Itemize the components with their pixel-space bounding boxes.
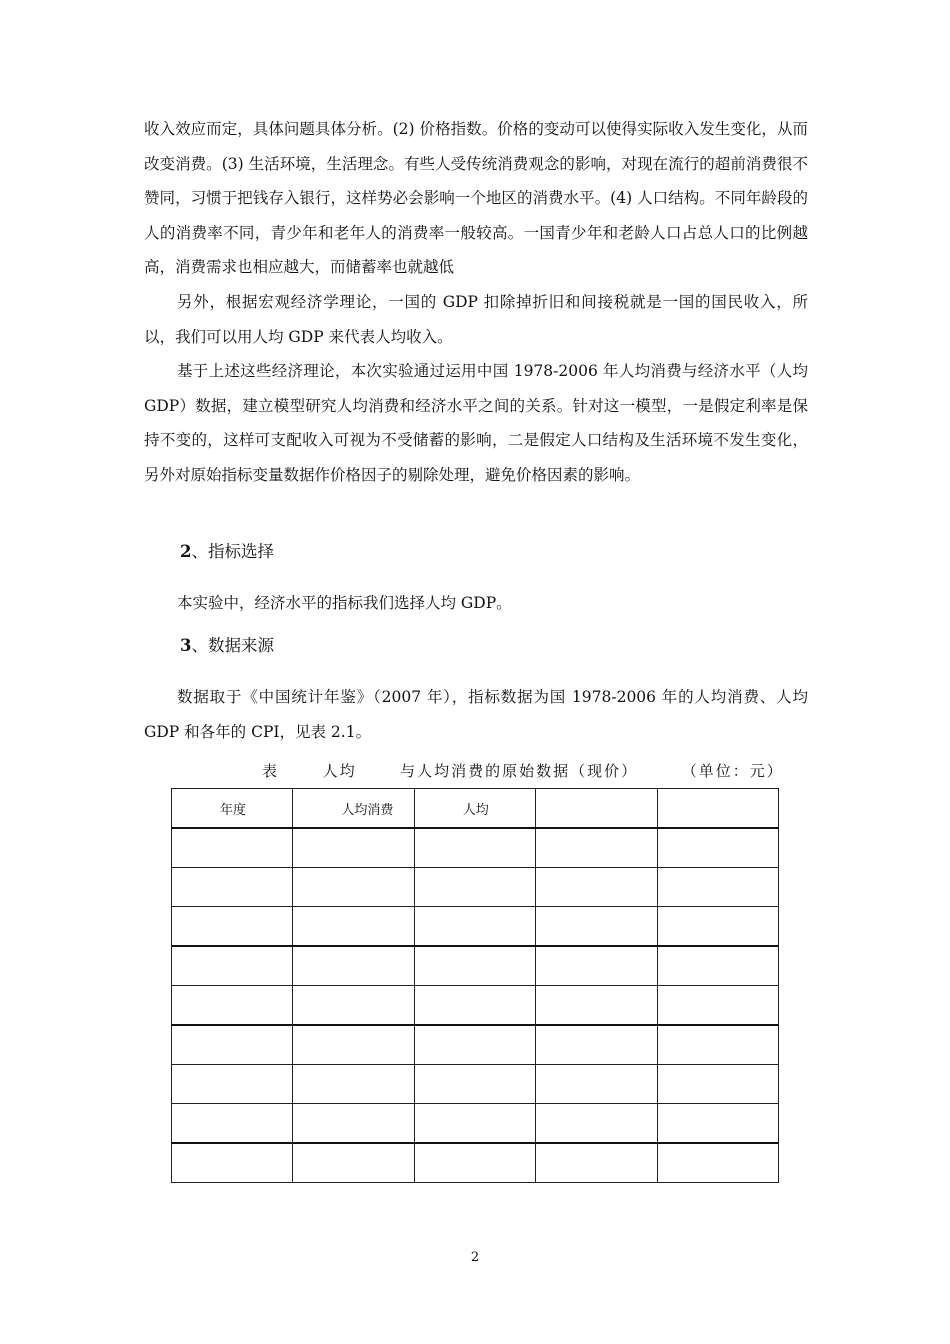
header-col4 [536, 789, 657, 829]
table-row [172, 1104, 779, 1144]
caption-title: 与人均消费的原始数据（现价） [400, 762, 639, 780]
section-number: 2 [180, 542, 192, 561]
section-heading-indicator [180, 540, 274, 564]
table-caption [262, 760, 784, 781]
body-text-indicator [144, 586, 808, 621]
section-heading-source [180, 634, 274, 658]
paragraph-consumption-factors: 收入效应而定，具体问题具体分析。(2) 价格指数。价格的变动可以使得实际收入发生变化，从而改变消费。(3) 生活环境，生活理念。有些人受传统消费观念的影响，对现在流行的超前消费很不赞同，习惯于把钱存入银行，这样势必会影响一个地区的消费水平。(4) 人口结构。不同年龄段的人的消费率不同，青少年和老年人的消费率一般较高。一国青少年和老龄人口占总人口的比例越高，消费需求也相应越大，而储蓄率也就越低 [144, 120, 808, 277]
paragraph-indicator-choice: 本实验中，经济水平的指标我们选择人均 GDP。 [177, 594, 512, 612]
table-row [172, 986, 779, 1026]
caption-unit: （单位：元） [681, 762, 784, 780]
header-consumption: 人均消费 [293, 789, 414, 829]
paragraph-experiment-basis: 基于上述这些经济理论，本次实验通过运用中国 1978-2006 年人均消费与经济水平（人均 GDP）数据，建立模型研究人均消费和经济水平之间的关系。针对这一模型，一是假定利率是保持不变的，这样可支配收入可视为不受储蓄的影响，二是假定人口结构及生活环境不发生变化，另外对原始指标变量数据作价格因子的剔除处理，避免价格因素的影响。 [144, 362, 808, 484]
header-col5 [657, 789, 778, 829]
table-row [172, 907, 779, 947]
section-number: 3 [180, 636, 192, 655]
paragraph-data-source: 数据取于《中国统计年鉴》（2007 年），指标数据为国 1978-2006 年的人均消费、人均 GDP 和各年的 CPI，见表 2.1。 [144, 688, 808, 741]
table-row [172, 946, 779, 986]
body-text-upper [144, 112, 808, 493]
section-title: 、数据来源 [191, 636, 274, 655]
caption-label: 表 [262, 762, 280, 780]
table-row [172, 828, 779, 868]
table-header-row [172, 789, 779, 829]
data-table [171, 788, 779, 1183]
table-row [172, 1143, 779, 1183]
page-number: 2 [470, 1250, 480, 1265]
body-text-source [144, 680, 808, 749]
section-title: 、指标选择 [191, 542, 274, 561]
table-row [172, 868, 779, 907]
table-row [172, 1065, 779, 1104]
caption-gdp: 人均 [322, 762, 357, 780]
header-gdp: 人均 [414, 789, 535, 829]
header-year: 年度 [172, 789, 293, 829]
paragraph-gdp-income: 另外，根据宏观经济学理论，一国的 GDP 扣除掉折旧和间接税就是一国的国民收入，所以，我们可以用人均 GDP 来代表人均收入。 [144, 292, 808, 346]
table-row [172, 1025, 779, 1065]
